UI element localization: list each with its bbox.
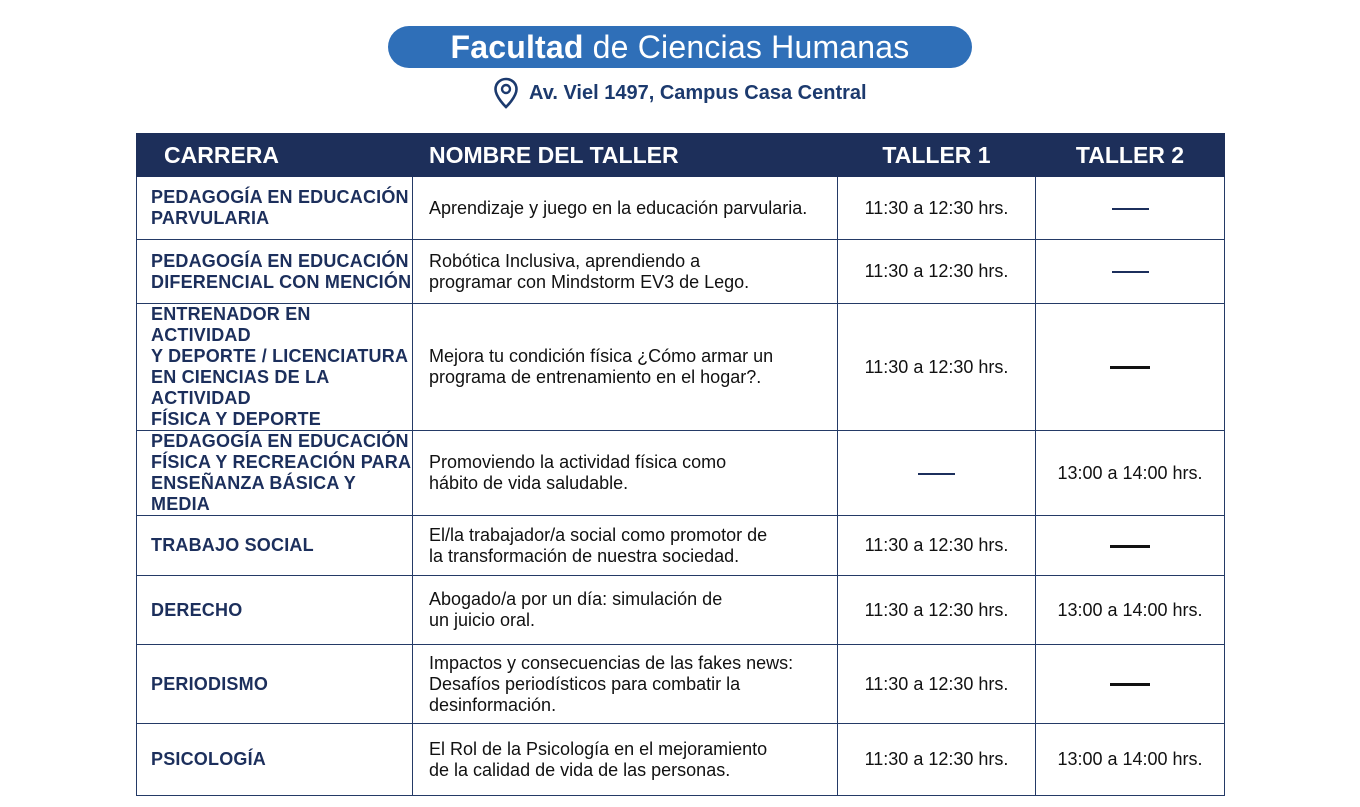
session-time: 11:30 a 12:30 hrs. (864, 749, 1009, 769)
cell-carrera (137, 516, 413, 576)
table-row (137, 576, 1225, 645)
table-row (137, 177, 1225, 240)
cell-carrera (137, 304, 413, 431)
table-row (137, 304, 1225, 431)
header-taller-1: TALLER 1 (838, 134, 1036, 177)
taller-name: Mejora tu condición física ¿Cómo armar un (429, 346, 774, 366)
table-row (137, 431, 1225, 516)
cell-nombre-taller (413, 304, 838, 431)
session-time: 11:30 a 12:30 hrs. (864, 197, 1009, 218)
no-session-dash (1110, 683, 1150, 686)
taller-name: hábito de vida saludable. (429, 473, 629, 493)
carrera-name: EN CIENCIAS DE LA ACTIVIDAD (151, 367, 329, 408)
carrera-name: DIFERENCIAL CON MENCIÓN (151, 271, 412, 292)
carrera-name: ENTRENADOR EN ACTIVIDAD (151, 304, 311, 345)
carrera-name: ENSEÑANZA BÁSICA Y MEDIA (151, 473, 356, 514)
taller-name: la transformación de nuestra sociedad. (429, 545, 740, 566)
header-nombre-taller: NOMBRE DEL TALLER (413, 134, 838, 177)
table-row (137, 240, 1225, 304)
cell-nombre-taller (413, 516, 838, 576)
taller-name: programa de entrenamiento en el hogar?. (429, 367, 762, 387)
taller-name: Desafíos periodísticos para combatir la (429, 673, 741, 694)
session-time: 11:30 a 12:30 hrs. (864, 356, 1009, 377)
taller-name: Impactos y consecuencias de las fakes news: (429, 652, 794, 673)
no-session-dash (1112, 271, 1149, 273)
cell-nombre-taller (413, 724, 838, 796)
map-pin-icon (493, 77, 519, 109)
session-time: 11:30 a 12:30 hrs. (864, 535, 1009, 555)
session-time: 11:30 a 12:30 hrs. (864, 599, 1009, 620)
header-taller-2: TALLER 2 (1036, 134, 1225, 177)
faculty-title-rest: de Ciencias Humanas (592, 28, 910, 65)
no-session-dash (1112, 208, 1149, 210)
cell-taller-2 (1036, 516, 1225, 576)
taller-name: Abogado/a por un día: simulación de (429, 589, 723, 609)
cell-nombre-taller (413, 240, 838, 304)
faculty-title-bold: Facultad (450, 28, 584, 65)
cell-taller-2 (1036, 240, 1225, 304)
address-text: Av. Viel 1497, Campus Casa Central (529, 81, 867, 104)
cell-nombre-taller (413, 431, 838, 516)
taller-name: Aprendizaje y juego en la educación parvularia. (429, 197, 808, 218)
cell-taller-2 (1036, 431, 1225, 516)
workshop-schedule-table (136, 133, 1225, 796)
table-header-row (137, 134, 1225, 177)
taller-name: un juicio oral. (429, 610, 536, 630)
cell-taller-2 (1036, 177, 1225, 240)
session-time: 13:00 a 14:00 hrs. (1057, 599, 1203, 620)
carrera-name: TRABAJO SOCIAL (151, 535, 314, 555)
table-row (137, 516, 1225, 576)
no-session-dash (1110, 366, 1150, 369)
session-time: 13:00 a 14:00 hrs. (1057, 462, 1203, 483)
taller-name: El/la trabajador/a social como promotor de (429, 524, 768, 545)
cell-taller-2 (1036, 645, 1225, 724)
table-row (137, 645, 1225, 724)
carrera-name: PSICOLOGÍA (151, 749, 267, 769)
table-row (137, 724, 1225, 796)
cell-taller-2 (1036, 304, 1225, 431)
cell-nombre-taller (413, 576, 838, 645)
taller-name: desinformación. (429, 694, 557, 715)
cell-carrera (137, 431, 413, 516)
carrera-name: DERECHO (151, 599, 243, 620)
cell-taller-1 (838, 431, 1036, 516)
cell-nombre-taller (413, 177, 838, 240)
taller-name: de la calidad de vida de las personas. (429, 759, 731, 780)
cell-carrera (137, 724, 413, 796)
taller-name: Robótica Inclusiva, aprendiendo a (429, 250, 701, 271)
cell-taller-1 (838, 516, 1036, 576)
carrera-name: Y DEPORTE / LICENCIATURA (151, 346, 409, 366)
carrera-name: PEDAGOGÍA EN EDUCACIÓN (151, 187, 409, 207)
cell-carrera (137, 645, 413, 724)
cell-taller-1 (838, 724, 1036, 796)
cell-taller-1 (838, 304, 1036, 431)
carrera-name: PARVULARIA (151, 208, 270, 228)
taller-name: Promoviendo la actividad física como (429, 452, 727, 472)
taller-name: El Rol de la Psicología en el mejoramiento (429, 738, 768, 759)
cell-taller-1 (838, 645, 1036, 724)
faculty-title (388, 26, 972, 68)
carrera-name: PERIODISMO (151, 673, 269, 694)
cell-taller-2 (1036, 576, 1225, 645)
cell-nombre-taller (413, 645, 838, 724)
session-time: 11:30 a 12:30 hrs. (864, 673, 1009, 694)
no-session-dash (918, 473, 955, 475)
carrera-name: PEDAGOGÍA EN EDUCACIÓN (151, 431, 409, 451)
cell-taller-1 (838, 177, 1036, 240)
cell-taller-1 (838, 240, 1036, 304)
cell-carrera (137, 240, 413, 304)
cell-taller-2 (1036, 724, 1225, 796)
carrera-name: FÍSICA Y RECREACIÓN PARA (151, 452, 412, 472)
session-time: 11:30 a 12:30 hrs. (864, 261, 1009, 281)
no-session-dash (1110, 545, 1150, 548)
carrera-name: FÍSICA Y DEPORTE (151, 409, 321, 429)
carrera-name: PEDAGOGÍA EN EDUCACIÓN (151, 250, 409, 271)
address-line (493, 76, 867, 110)
cell-carrera (137, 177, 413, 240)
cell-carrera (137, 576, 413, 645)
cell-taller-1 (838, 576, 1036, 645)
taller-name: programar con Mindstorm EV3 de Lego. (429, 271, 750, 292)
session-time: 13:00 a 14:00 hrs. (1057, 749, 1203, 769)
header-carrera: CARRERA (137, 134, 413, 177)
